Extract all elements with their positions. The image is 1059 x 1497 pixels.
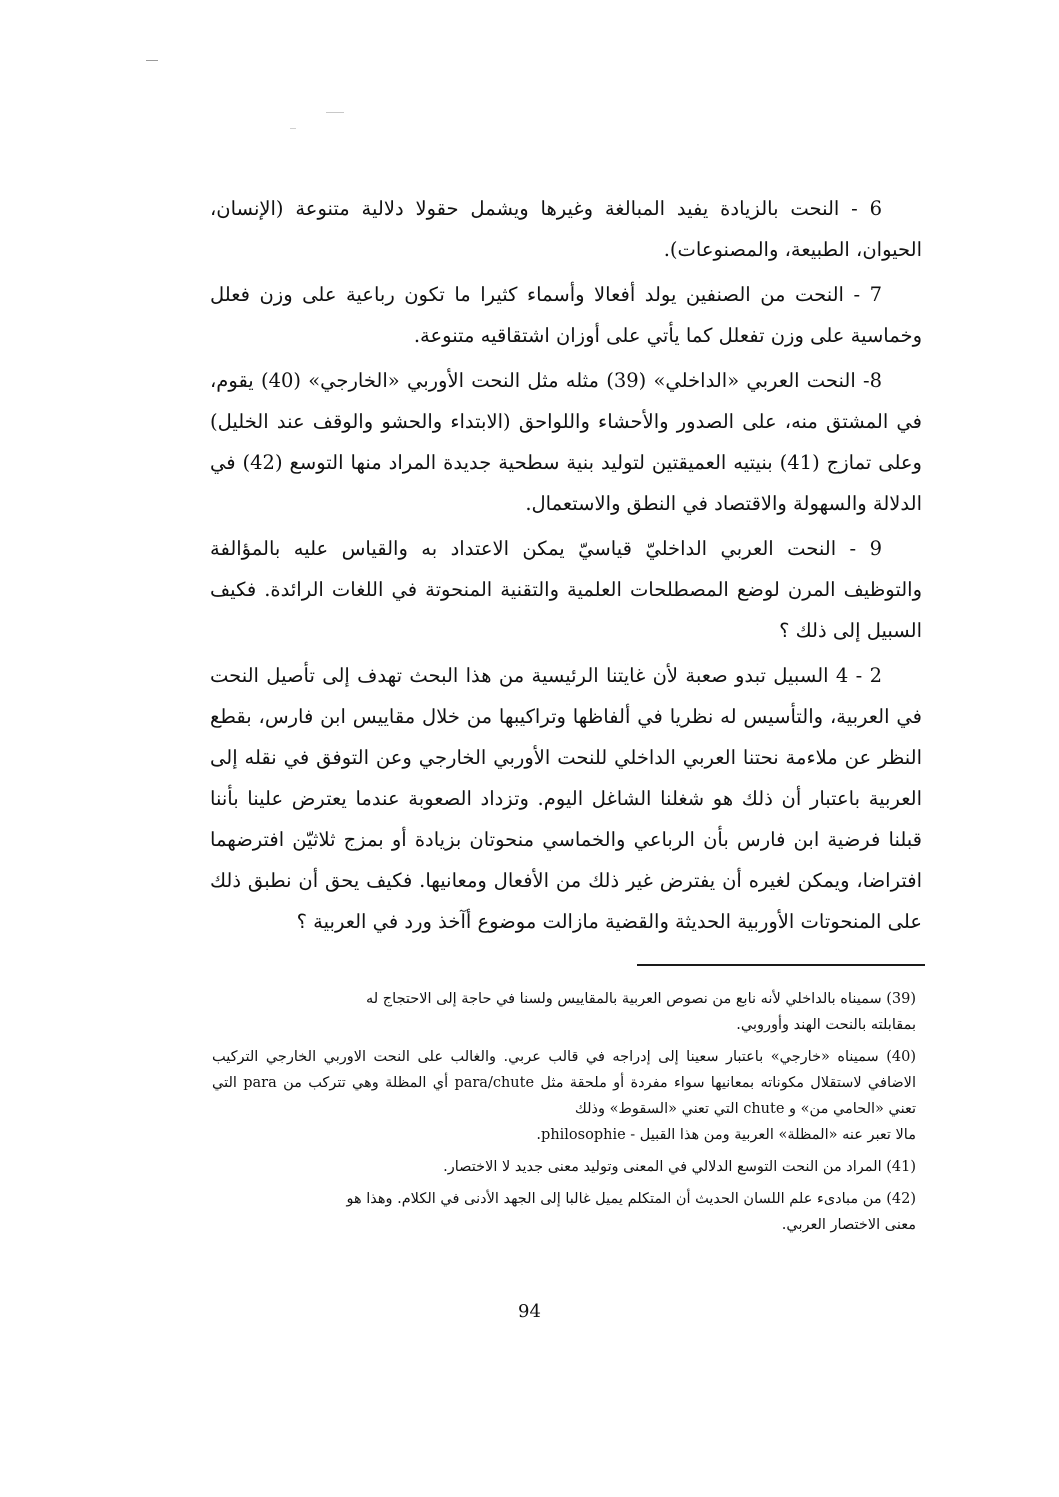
paragraph-7: 7 - النحت من الصنفين يولد أفعالا وأسماء كثيرا ما تكون رباعية على وزن فعلل وخماسية على وزن تفعلل كما يأتي على أوزان اشتقاقيه متنوعة.: [210, 283, 922, 347]
footnote-40: [212, 1044, 922, 1148]
footnote-42-cont: معنى الاختصار العربي.: [781, 1217, 916, 1233]
footnote-39-cont: بمقابلته بالنحت الهند وأوروبي.: [736, 1017, 916, 1033]
footnote-divider: [637, 964, 925, 966]
main-text: [210, 188, 922, 942]
footnote-39: [212, 986, 922, 1038]
footnote-39-text: (39) سميناه بالداخلي لأنه نابع من نصوص العربية بالمقاييس ولسنا في حاجة إلى الاحتجاج له: [365, 991, 916, 1007]
footnotes: [212, 986, 922, 1244]
footnote-41: [212, 1154, 922, 1180]
page-number: 94: [518, 1301, 541, 1322]
footnote-40-cont: مالا تعبر عنه «المظلة» العربية ومن هذا القبيل - philosophie.: [536, 1127, 916, 1143]
scan-artifact: [290, 128, 296, 129]
paragraph-9: 9 - النحت العربي الداخليّ قياسيّ يمكن الاعتداد به والقياس عليه بالمؤالفة والتوظيف المرن لوضع المصطلحات العلمية والتقنية المنحوتة في اللغات الرائدة. فكيف السبيل إلى ذلك ؟: [210, 537, 922, 642]
paragraph-2-4: 2 - 4 السبيل تبدو صعبة لأن غايتنا الرئيسية من هذا البحث تهدف إلى تأصيل النحت في العربية، والتأسيس له نظريا في ألفاظها وتراكيبها من خلال مقاييس ابن فارس، بقطع النظر عن ملاءمة نحتنا العربي الداخلي للنحت الأوربي الخارجي وعن التوفق في نقله إلى العربية باعتبار أن ذلك هو شغلنا الشاغل اليوم. وتزداد الصعوبة عندما يعترض علينا بأننا قبلنا فرضية ابن فارس بأن الرباعي والخماسي منحوتان بزيادة أو بمزج ثلاثيّن افترضهما افتراضا، ويمكن لغيره أن يفترض غير ذلك من الأفعال ومعانيها. فكيف يحق أن نطبق ذلك على المنحوتات الأوربية الحديثة والقضية مازالت موضوع أآخذ ورد في العربية ؟: [210, 664, 922, 933]
footnote-40-text: (40) سميناه «خارجي» باعتبار سعينا إلى إدراجه في قالب عربي. والغالب على النحت الاوربي الخارجي التركيب الاضافي لاستقلال مكوناته بمعانيها سواء مفردة أو ملحقة مثل para/chute أي المظلة وهي تتركب من para التي تعني «الحامي من» و chute التي تعني «السقوط» وذلك: [212, 1049, 916, 1117]
paragraph-6: 6 - النحت بالزيادة يفيد المبالغة وغيرها ويشمل حقولا دلالية متنوعة (الإنسان، الحيوان، الطبيعة، والمصنوعات).: [210, 197, 922, 261]
scan-artifact: [326, 112, 344, 113]
paragraph-8: 8- النحت العربي «الداخلي» (39) مثله مثل النحت الأوربي «الخارجي» (40) يقوم، في المشتق منه، على الصدور والأحشاء واللواحق (الابتداء والحشو والوقف عند الخليل) وعلى تمازج (41) بنيتيه العميقتين لتوليد بنية سطحية جديدة المراد منها التوسع (42) في الدلالة والسهولة والاقتصاد في النطق والاستعمال.: [210, 369, 922, 515]
footnote-41-text: (41) المراد من النحت التوسع الدلالي في المعنى وتوليد معنى جديد لا الاختصار.: [443, 1159, 916, 1175]
scan-artifact: [146, 60, 158, 61]
footnote-42-text: (42) من مبادىء علم اللسان الحديث أن المتكلم يميل غالبا إلى الجهد الأدنى في الكلام. وهذا هو: [346, 1191, 916, 1207]
footnote-42: [212, 1186, 922, 1238]
